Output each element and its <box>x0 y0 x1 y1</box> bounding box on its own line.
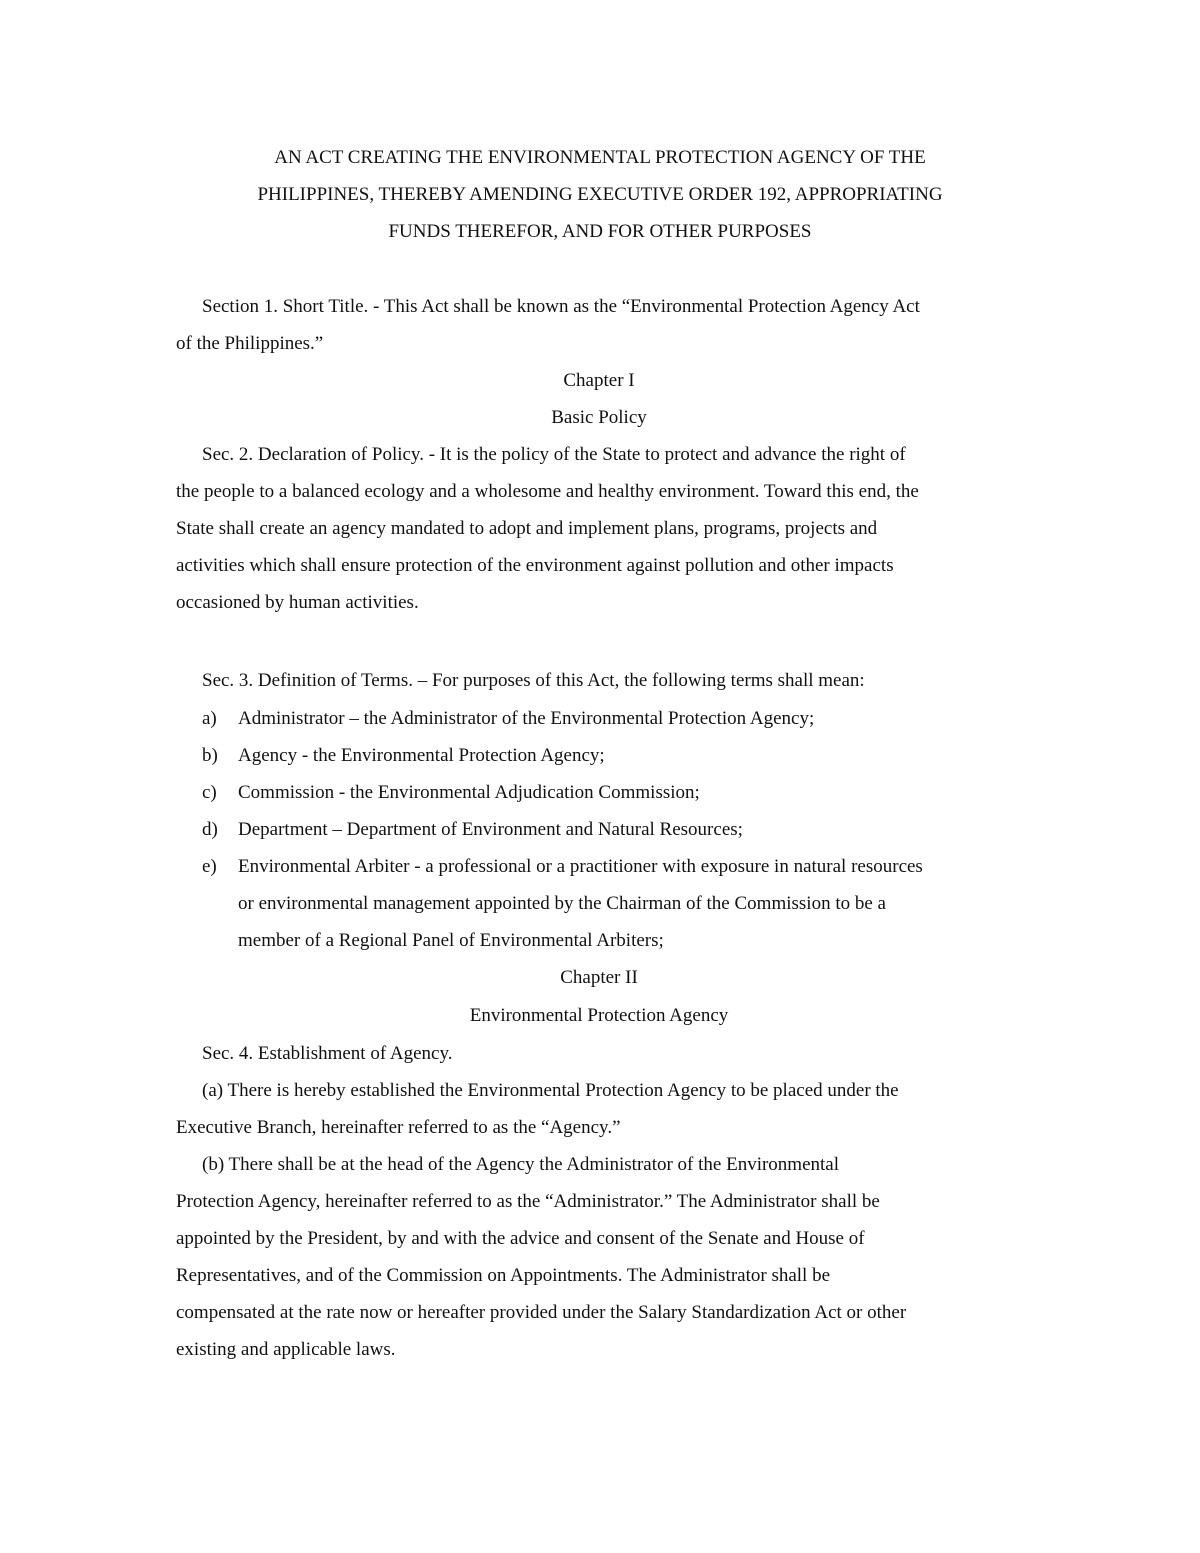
paragraph-line: appointed by the President, by and with the advice and consent of the Senate and House of <box>176 1228 865 1249</box>
definition-marker: a) <box>202 708 217 729</box>
paragraph-line: the people to a balanced ecology and a wholesome and healthy environment. Toward this end, the <box>176 481 919 502</box>
paragraph-line: (a) There is hereby established the Environmental Protection Agency to be placed under the <box>202 1080 899 1101</box>
paragraph-line: Protection Agency, hereinafter referred to as the “Administrator.” The Administrator shall be <box>176 1191 880 1212</box>
section-4b-paragraph <box>176 1146 1022 1368</box>
definition-text: Commission - the Environmental Adjudication Commission; <box>238 782 700 803</box>
definition-marker: d) <box>202 819 218 840</box>
definition-text: Environmental Arbiter - a professional or a practitioner with exposure in natural resources <box>238 856 923 877</box>
definition-item <box>202 774 1032 811</box>
definition-item <box>202 811 1032 848</box>
chapter-2-name: Environmental Protection Agency <box>469 1005 729 1026</box>
definition-text: member of a Regional Panel of Environmental Arbiters; <box>238 930 664 951</box>
section-4a-paragraph <box>176 1072 1022 1146</box>
paragraph-line: compensated at the rate now or hereafter provided under the Salary Standardization Act or other <box>176 1302 907 1323</box>
title-line: AN ACT CREATING THE ENVIRONMENTAL PROTECTION AGENCY OF THE <box>274 147 926 168</box>
title-line: PHILIPPINES, THEREBY AMENDING EXECUTIVE ORDER 192, APPROPRIATING <box>257 184 943 205</box>
definition-item <box>202 848 1032 959</box>
section-2-paragraph <box>176 436 1022 621</box>
definition-text: Agency - the Environmental Protection Agency; <box>238 745 605 766</box>
definition-text: Administrator – the Administrator of the Environmental Protection Agency; <box>238 708 815 729</box>
paragraph-line: occasioned by human activities. <box>176 592 419 613</box>
section-3-heading: Sec. 3. Definition of Terms. – For purposes of this Act, the following terms shall mean: <box>202 670 865 691</box>
definition-item <box>202 700 1032 737</box>
definition-item <box>202 737 1032 774</box>
paragraph-line: Sec. 2. Declaration of Policy. - It is the policy of the State to protect and advance the right of <box>202 444 906 465</box>
definition-marker: c) <box>202 782 217 803</box>
definition-marker: e) <box>202 856 217 877</box>
section-1-paragraph <box>176 288 1022 362</box>
paragraph-line: State shall create an agency mandated to adopt and implement plans, programs, projects and <box>176 518 878 539</box>
paragraph-line: Section 1. Short Title. - This Act shall be known as the “Environmental Protection Agency Act <box>202 296 920 317</box>
paragraph-line: Executive Branch, hereinafter referred to as the “Agency.” <box>176 1117 621 1138</box>
definition-text: Department – Department of Environment and Natural Resources; <box>238 819 743 840</box>
paragraph-line: of the Philippines.” <box>176 333 324 354</box>
chapter-1-number: Chapter I <box>563 370 635 391</box>
document-title <box>150 139 1050 250</box>
chapter-1-name: Basic Policy <box>551 407 647 428</box>
definition-marker: b) <box>202 745 218 766</box>
paragraph-line: (b) There shall be at the head of the Agency the Administrator of the Environmental <box>202 1154 840 1175</box>
title-line: FUNDS THEREFOR, AND FOR OTHER PURPOSES <box>388 221 812 242</box>
paragraph-line: Representatives, and of the Commission on Appointments. The Administrator shall be <box>176 1265 831 1286</box>
chapter-2-number: Chapter II <box>560 967 638 988</box>
definition-text: or environmental management appointed by the Chairman of the Commission to be a <box>238 893 886 914</box>
paragraph-line: activities which shall ensure protection of the environment against pollution and other impacts <box>176 555 894 576</box>
paragraph-line: existing and applicable laws. <box>176 1339 396 1360</box>
section-4-heading: Sec. 4. Establishment of Agency. <box>202 1043 453 1064</box>
